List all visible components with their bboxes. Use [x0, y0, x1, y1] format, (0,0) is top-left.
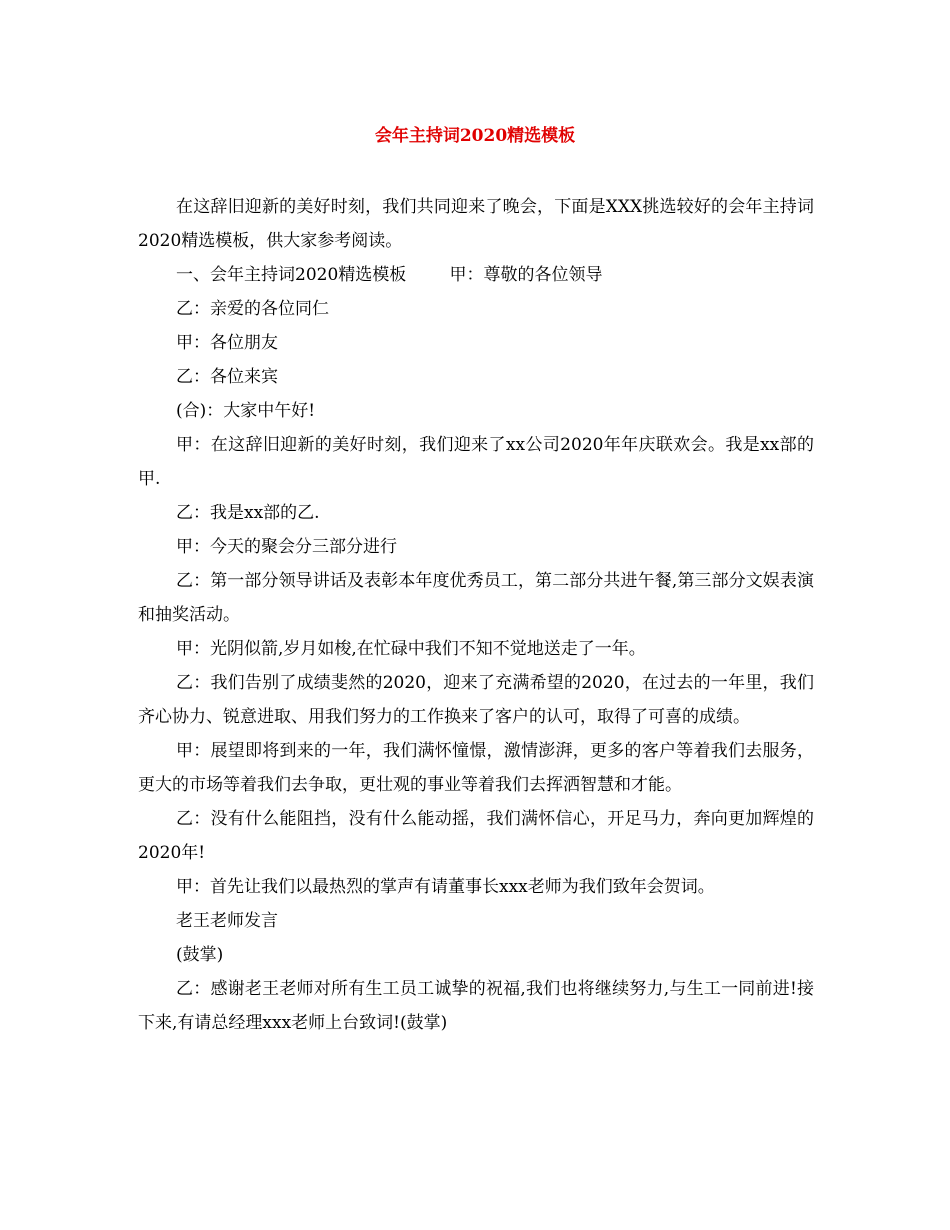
paragraph-intro: 在这辞旧迎新的美好时刻，我们共同迎来了晚会，下面是XXX挑选较好的会年主持词2020精选模板，供大家参考阅读。 — [138, 197, 814, 251]
paragraph-line: 甲：在这辞旧迎新的美好时刻，我们迎来了xx公司2020年年庆联欢会。我是xx部的甲. — [138, 435, 814, 489]
paragraph-line: 乙：感谢老王老师对所有生工员工诚挚的祝福,我们也将继续努力,与生工一同前进!接下来,有请总经理xxx老师上台致词!(鼓掌) — [138, 979, 814, 1033]
paragraph-line: 乙：没有什么能阻挡，没有什么能动摇，我们满怀信心，开足马力，奔向更加辉煌的2020年! — [138, 809, 814, 863]
paragraph-line: (鼓掌) — [176, 945, 224, 965]
paragraph-line: 甲：首先让我们以最热烈的掌声有请董事长xxx老师为我们致年会贺词。 — [176, 877, 715, 897]
paragraph-section-heading: 一、会年主持词2020精选模板 甲：尊敬的各位领导 — [176, 265, 603, 285]
paragraph-line: 乙：各位来宾 — [176, 367, 278, 387]
paragraph-line: 乙：亲爱的各位同仁 — [176, 299, 329, 319]
document-body — [138, 190, 814, 1040]
document-title: 会年主持词2020精选模板 — [374, 126, 576, 146]
paragraph-line: 乙：我们告别了成绩斐然的2020，迎来了充满希望的2020，在过去的一年里，我们齐心协力、锐意进取、用我们努力的工作换来了客户的认可，取得了可喜的成绩。 — [138, 673, 814, 727]
paragraph-line: 乙：我是xx部的乙. — [176, 503, 320, 523]
paragraph-line: 甲：光阴似箭,岁月如梭,在忙碌中我们不知不觉地送走了一年。 — [176, 639, 646, 659]
paragraph-line: 甲：展望即将到来的一年，我们满怀憧憬，激情澎湃，更多的客户等着我们去服务，更大的市场等着我们去争取，更壮观的事业等着我们去挥洒智慧和才能。 — [138, 741, 814, 795]
paragraph-line: 甲：各位朋友 — [176, 333, 278, 353]
paragraph-line: 老王老师发言 — [176, 911, 278, 931]
paragraph-line: 乙：第一部分领导讲话及表彰本年度优秀员工，第二部分共进午餐,第三部分文娱表演和抽奖活动。 — [138, 571, 814, 625]
paragraph-line: (合)：大家中午好! — [176, 401, 316, 421]
paragraph-line: 甲：今天的聚会分三部分进行 — [176, 537, 397, 557]
